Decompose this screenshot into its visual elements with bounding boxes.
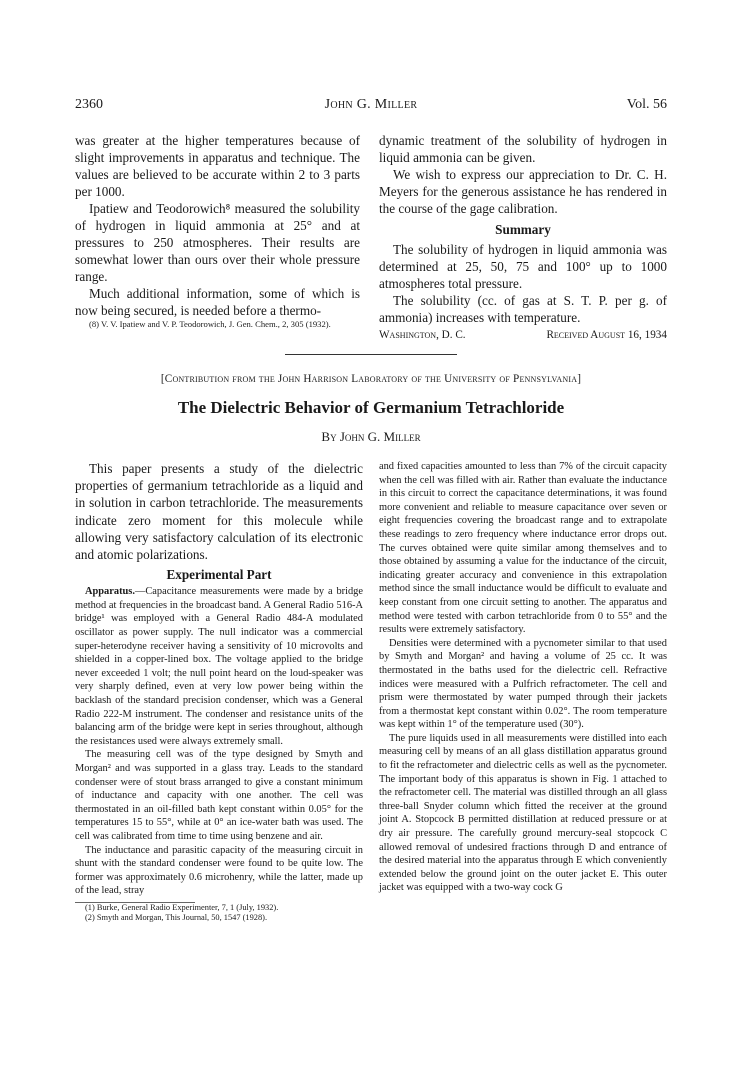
page-number: 2360 (75, 97, 103, 112)
footnote: (2) Smyth and Morgan, This Journal, 50, 1547 (1928). (85, 913, 268, 923)
signature-line (379, 327, 667, 344)
paragraph: Ipatiew and Teodorowich⁸ measured the solubility of hydrogen in liquid ammonia at 25° and at pressures to 250 atmospheres. Their results are somewhat lower than ours over their whole pressure range. (75, 201, 360, 284)
bottom-right-column (379, 460, 667, 895)
footnote: (1) Burke, General Radio Experimenter, 7, 1 (July, 1932). (85, 902, 279, 912)
running-header (75, 97, 667, 115)
place: Washington, D. C. (379, 329, 466, 341)
summary-paragraph: The solubility of hydrogen in liquid ammonia was determined at 25, 50, 75 and 100° up to 1000 atmospheres total pressure. (379, 242, 667, 291)
received-date: Received August 16, 1934 (546, 329, 667, 341)
bottom-left-column (75, 460, 363, 924)
section-heading: Experimental Part (166, 567, 272, 583)
divider-rule (285, 354, 457, 355)
paragraph: The measuring cell was of the type designed by Smyth and Morgan² and was supported in a glass tray. Leads to the standard condenser were of stout brass arranged to give a constant minimum of inductance and capacity with one another. The cell was thermostated in an oil-filled bath kept constant within 0.05° for the temperatures 15 to 55°, while at 0° an ice-water bath was used. The cell was calibrated from time to time using benzene and air. (75, 749, 363, 842)
footnote: (8) V. V. Ipatiew and V. P. Teodorowich, J. Gen. Chem., 2, 305 (1932). (89, 319, 331, 329)
paragraph: The inductance and parasitic capacity of the measuring circuit in shunt with the standard condenser were found to be quite low. The former was approximately 0.6 microhenry, while the latter, made up of the lead, stray (75, 844, 363, 897)
byline: By John G. Miller (321, 429, 421, 444)
paragraph: and fixed capacities amounted to less than 7% of the circuit capacity when the cell was filled with air. Rather than evaluate the inductance in this circuit to correct the capacitance determinations, it was found more convenient and reliable to measure capacitance over seven or eight frequencies covering the broadcast range and to extrapolate these readings to zero frequency where inductance error drops out. The curves obtained were quite similar among themselves and to those obtained by assuming a value for the inductance of the circuit, indicating greater accuracy and convenience in this extrapolation method since the small inductance would be difficult to evaluate and keep constant from one circuit setting to another. The apparatus and method were tested with carbon tetrachloride from 0 to 55° and the results were extremely satisfactory. (379, 461, 667, 636)
paragraph: Densities were determined with a pycnometer similar to that used by Smyth and Morgan² and having a volume of 25 cc. It was thermostated in the baths used for the dielectric cell. Refractive indices were measured with a Pulfrich refractometer. The cell and prism were thermostated by water pumped through their jackets from a thermostat kept constant within 0.02°. The room temperature was kept within 1° of the temperature used (30°). (379, 637, 667, 731)
paragraph (75, 585, 363, 748)
paragraph: Much additional information, some of which is now being secured, is needed before a thermo- (75, 286, 360, 318)
intro-paragraph: This paper presents a study of the dielectric properties of germanium tetrachloride as a liquid and in solution in carbon tetrachloride. The measurements indicate zero moment for this molecule while allowing very satisfactory calculation of its electronic and atomic polarizations. (75, 461, 363, 563)
running-title: John G. Miller (324, 97, 418, 112)
paragraph: dynamic treatment of the solubility of hydrogen in liquid ammonia can be given. (379, 133, 667, 165)
acknowledgement: We wish to express our appreciation to Dr. C. H. Meyers for the generous assistance he has rendered in the course of the gage calibration. (379, 167, 667, 216)
top-left-column (75, 132, 360, 330)
article-title: The Dielectric Behavior of Germanium Tetrachloride (177, 398, 565, 417)
paragraph-text: —Capacitance measurements were made by a bridge method at frequencies in the broadcast band. A General Radio 516-A bridge¹ was employed with a General Radio 484-A modulated oscillator as power supply. The null indicator was a commercial super-heterodyne receiver having a sensitivity of 10 microvolts and shielded in a copper-lined box. The voltage applied to the bridge never exceeded 1 volt; the null point heard on the loud-speaker was very sharply defined, even at very low power being within the backlash of the standard precision condenser, which was a General Radio 222-M instrument. The condenser and resistance units of the balancing arm of the bridge were kept in series throughout, although the resistances used were always extremely small. (75, 586, 363, 747)
summary-paragraph: The solubility (cc. of gas at S. T. P. per g. of ammonia) increases with temperature. (379, 293, 667, 325)
run-in-heading: Apparatus. (85, 586, 135, 598)
contribution-line: [Contribution from the John Harrison Laboratory of the University of Pennsylvania] (160, 373, 582, 385)
volume-label: Vol. 56 (626, 97, 667, 112)
summary-heading: Summary (495, 222, 551, 237)
paragraph: The pure liquids used in all measurements were distilled into each measuring cell by means of an all glass distillation apparatus ground to fit the refractometer and dielectric cells as well as the pycnometer. The important body of this apparatus is shown in Fig. 1 attached to the refractometer cell. The material was distilled through an all glass three-ball Snyder column which fitted the receiver at the ground joint A. Stopcock B permitted distillation at reduced pressure or at dry air pressure. The carefully ground mercury-seal stopcock C allowed removal of undesired fractions through D and entrance of the desired material into the apparatus through E which conveniently extended below the ground joint on the outer jacket E. This outer jacket was equipped with a two-way cock G (379, 732, 667, 894)
paragraph: was greater at the higher temperatures because of slight improvements in apparatus and technique. The values are believed to be accurate within 2 to 3 parts per 1000. (75, 133, 360, 199)
top-right-column (379, 132, 667, 344)
